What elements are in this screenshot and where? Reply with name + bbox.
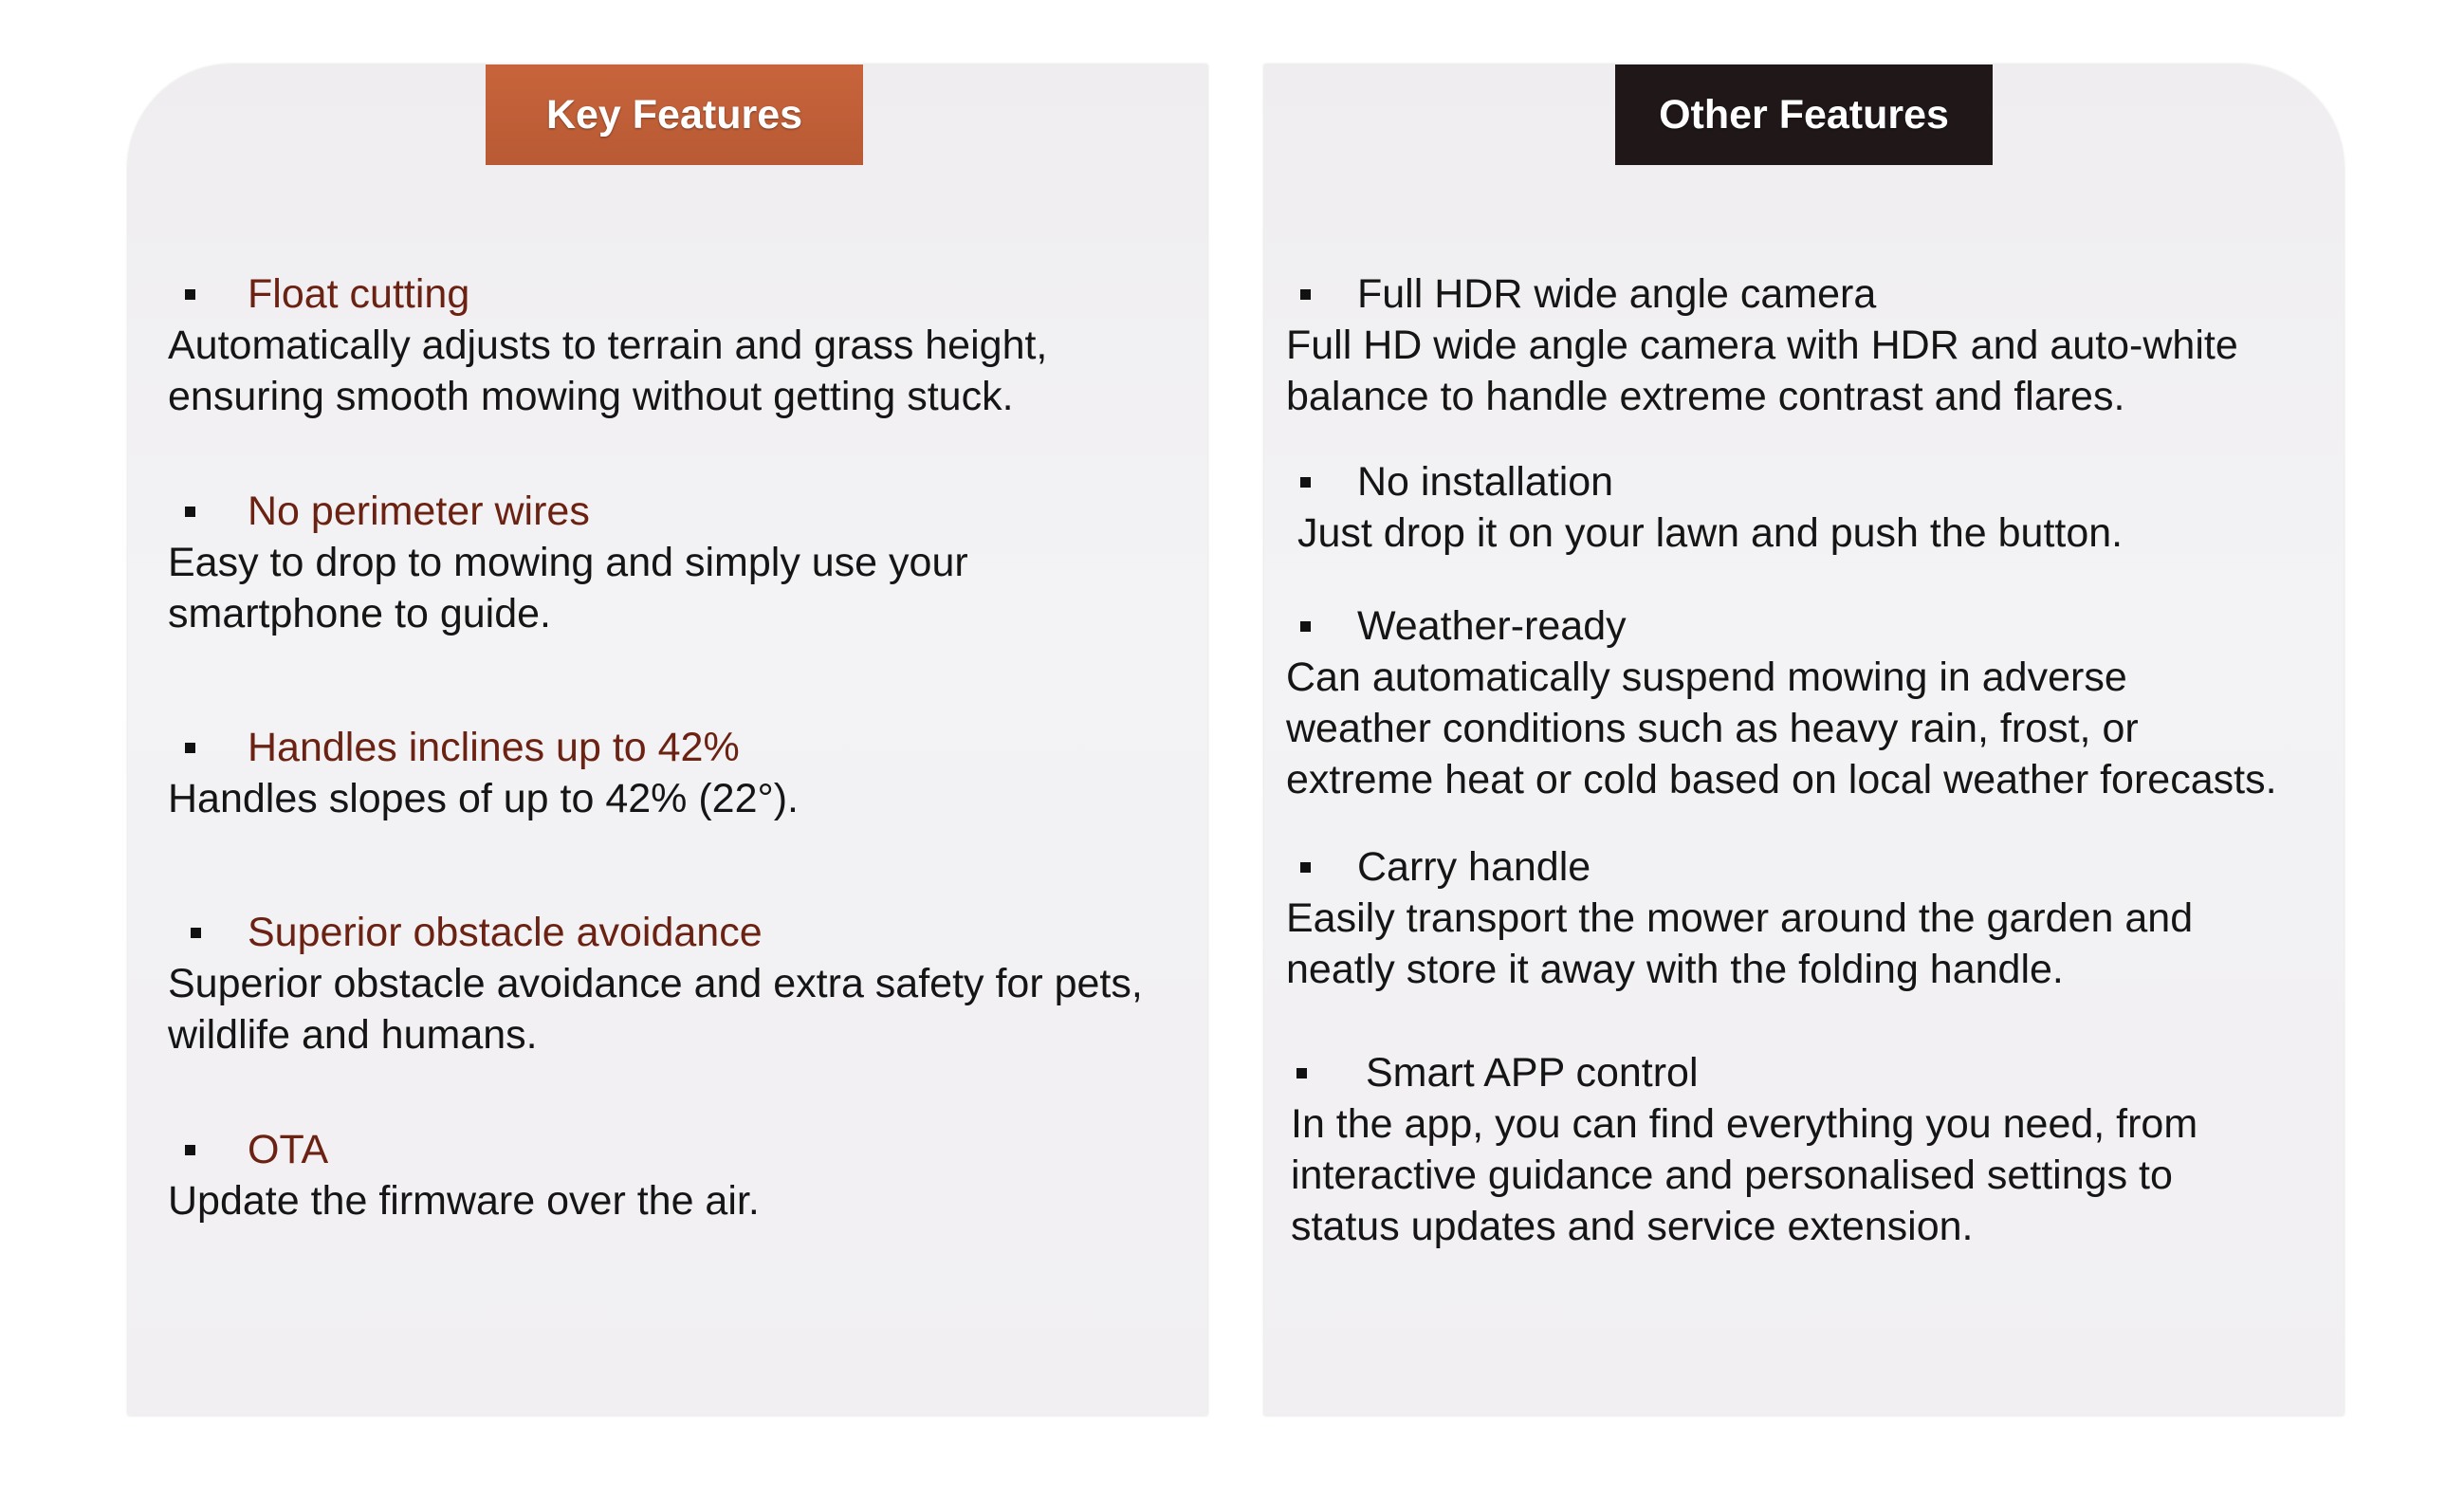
- feature-desc-line: neatly store it away with the folding handle.: [1286, 947, 2064, 992]
- feature-desc-line: Just drop it on your lawn and push the button.: [1297, 510, 2124, 556]
- feature-obstacle-avoidance: [168, 907, 1143, 1060]
- bullet-icon: [185, 743, 195, 753]
- other-features-panel: [1264, 65, 2344, 1415]
- feature-title: No installation: [1357, 459, 1614, 505]
- feature-desc-line: wildlife and humans.: [168, 1012, 538, 1058]
- feature-handles-inclines: [168, 722, 799, 824]
- bullet-icon: [191, 928, 201, 938]
- feature-title: Carry handle: [1357, 844, 1591, 890]
- other-features-title: Other Features: [1659, 91, 1949, 138]
- feature-desc-line: interactive guidance and personalised settings to: [1291, 1152, 2173, 1198]
- feature-title: Weather-ready: [1357, 603, 1627, 649]
- feature-desc-line: extreme heat or cold based on local weather forecasts.: [1286, 757, 2277, 802]
- key-features-panel: [128, 65, 1207, 1415]
- key-features-title: Key Features: [545, 91, 803, 138]
- bullet-icon: [185, 1145, 195, 1155]
- feature-title: Superior obstacle avoidance: [248, 910, 763, 955]
- bullet-icon: [1300, 862, 1311, 873]
- bullet-icon: [1300, 289, 1311, 300]
- feature-weather-ready: [1286, 600, 2277, 805]
- feature-desc-line: In the app, you can find everything you need, from: [1291, 1101, 2198, 1147]
- bullet-icon: [185, 289, 195, 300]
- feature-desc-line: Full HD wide angle camera with HDR and auto-white: [1286, 323, 2238, 368]
- feature-ota: [168, 1124, 760, 1226]
- feature-desc-line: Handles slopes of up to 42% (22°).: [168, 776, 799, 821]
- bullet-icon: [1300, 621, 1311, 632]
- feature-desc-line: Easy to drop to mowing and simply use your: [168, 540, 968, 585]
- feature-desc-line: Automatically adjusts to terrain and grass height,: [168, 323, 1048, 368]
- key-features-tab: [486, 65, 863, 165]
- feature-desc-line: Easily transport the mower around the garden and: [1286, 895, 2194, 941]
- feature-desc-line: Can automatically suspend mowing in adverse: [1286, 654, 2127, 700]
- feature-float-cutting: [168, 268, 1047, 422]
- feature-title: Smart APP control: [1366, 1050, 1699, 1096]
- feature-title: Full HDR wide angle camera: [1357, 271, 1877, 317]
- feature-carry-handle: [1286, 841, 2193, 995]
- feature-title: Handles inclines up to 42%: [248, 725, 740, 770]
- feature-title: OTA: [248, 1127, 329, 1172]
- feature-title: No perimeter wires: [248, 488, 590, 534]
- bullet-icon: [1300, 477, 1311, 488]
- feature-desc-line: status updates and service extension.: [1291, 1204, 1974, 1249]
- feature-desc-line: ensuring smooth mowing without getting stuck.: [168, 374, 1014, 419]
- feature-desc-line: smartphone to guide.: [168, 591, 551, 636]
- other-features-tab: [1615, 65, 1993, 165]
- feature-no-perimeter-wires: [168, 486, 968, 639]
- feature-desc-line: Update the firmware over the air.: [168, 1178, 760, 1224]
- bullet-icon: [185, 507, 195, 517]
- feature-desc-line: balance to handle extreme contrast and flares.: [1286, 374, 2125, 419]
- feature-desc-line: Superior obstacle avoidance and extra safety for pets,: [168, 961, 1143, 1006]
- feature-hdr-camera: [1286, 268, 2238, 422]
- feature-no-installation: [1286, 456, 2123, 559]
- feature-title: Float cutting: [248, 271, 470, 317]
- feature-smart-app: [1291, 1047, 2197, 1252]
- bullet-icon: [1296, 1068, 1307, 1078]
- feature-desc-line: weather conditions such as heavy rain, frost, or: [1286, 706, 2139, 751]
